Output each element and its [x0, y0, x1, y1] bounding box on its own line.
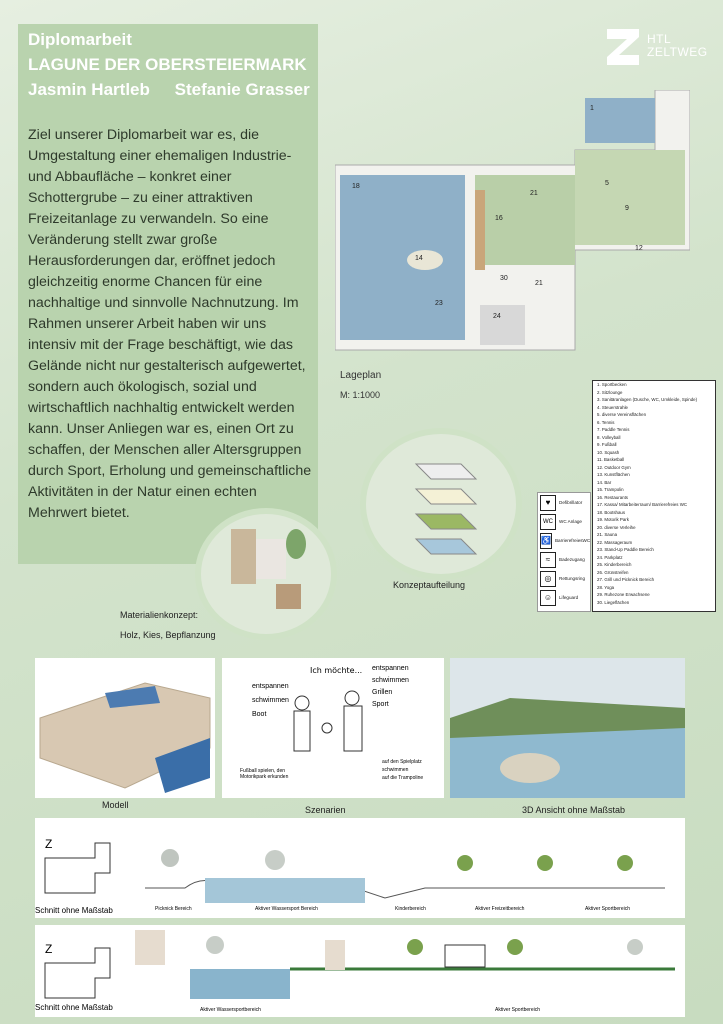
sketch-right-item: entspannen: [372, 665, 409, 672]
logo-z-icon: [605, 25, 643, 69]
plan-number: 21: [530, 190, 538, 197]
section-1-keyplan: [35, 828, 125, 908]
sketch-right-item: Sport: [372, 701, 389, 708]
sketch-bottom-right-item: auf die Trampoline: [382, 775, 424, 781]
section-1-zones: [155, 906, 685, 912]
legend-item: 18. Bootshaus: [597, 509, 626, 515]
authors: [28, 80, 330, 100]
legend-item: 28. Yoga: [597, 584, 615, 590]
zone-label: Aktiver Sportbereich: [495, 1007, 541, 1013]
concept-circle: [360, 428, 522, 580]
icon-legend-row: ♿ BarrierefreiesWC: [538, 531, 590, 550]
legend-item: 15. Trampolin: [597, 487, 624, 492]
sketch-left-item: schwimmen: [252, 697, 289, 704]
render-3d-scene: [450, 658, 685, 798]
sketch-bottom-right-item: auf den Spielplatz: [382, 759, 422, 765]
model-shape: [35, 658, 215, 798]
sketch-center: Ich möchte...: [310, 666, 363, 675]
icon-legend-row: ◎ Rettungsring: [538, 569, 590, 588]
plan-label: Lageplan: [340, 370, 382, 381]
plan-number: 9: [625, 205, 629, 212]
island: [407, 250, 443, 270]
sketch-left-item: entspannen: [252, 683, 289, 690]
lifebuoy-icon: ◎: [540, 571, 556, 587]
legend-item: 16. Restaurants: [597, 494, 628, 500]
legend-item: 27. Grill und Picknick Bereich: [597, 577, 655, 582]
plan-number: 16: [495, 215, 503, 222]
material-label: Materialienkonzept:: [120, 610, 199, 620]
legend-item: 23. Stand-Up Paddle Bereich: [597, 547, 654, 552]
svg-text:Z: Z: [45, 837, 53, 851]
section-2-label: Schnitt ohne Maßstab: [35, 1003, 113, 1012]
legend-item: 1. Sportbecken: [597, 382, 627, 387]
plan-number: 21: [535, 280, 543, 287]
sketch-bottom-right: [382, 758, 423, 782]
legend-item: 24. Parkplatz: [597, 554, 623, 560]
legend-item: 17. Kassa/ Mitarbeiterraum/ Barrierefreies WC: [597, 502, 688, 507]
material-circle: [195, 508, 337, 640]
lifeguard-icon: ☺: [540, 590, 556, 606]
swimmer-icon: ≈: [540, 552, 556, 568]
plan-number: 5: [605, 180, 609, 187]
legend-item: 13. Kunstflächen: [597, 472, 630, 477]
title-line2: LAGUNE DER OBERSTEIERMARK: [28, 55, 307, 74]
legend-item: 12. Outdoor Gym: [597, 464, 631, 470]
htl-logo: [605, 25, 715, 71]
render-3d: [450, 658, 685, 798]
sketch-right-item: Grillen: [372, 689, 393, 696]
model-image: [35, 658, 215, 798]
legend-item: 2. Sitzlounge: [597, 389, 623, 395]
icon-legend-row: WC WC Anlage: [538, 512, 590, 531]
scenario-sketch: [222, 658, 444, 798]
author-2: Stefanie Grasser: [174, 80, 310, 99]
legend-item: 26. Grünstreifen: [597, 569, 629, 575]
parking: [480, 305, 525, 345]
sketch-bottom-left: Fußball spielen, den Motorikpark erkunden: [240, 768, 289, 780]
plan-number: 18: [352, 183, 360, 190]
defibrillator-icon: ♥: [540, 495, 556, 511]
legend-item: 8. Volleyball: [597, 434, 621, 440]
sketch-right-item: schwimmen: [372, 677, 409, 684]
zone-label: Aktiver Wassersportbereich: [200, 1007, 261, 1013]
green-area: [475, 175, 575, 265]
legend-item: 6. Tennis: [597, 419, 615, 425]
plan-number: 24: [493, 313, 501, 320]
legend-item: 11. Basketball: [597, 457, 625, 462]
legend-item: 29. Ruhezone Erwachsene: [597, 592, 650, 597]
zone-label: Aktiver Wassersport Bereich: [255, 906, 318, 912]
konzept-label: Konzeptaufteilung: [393, 580, 466, 590]
logo-line2: ZELTWEG: [647, 45, 708, 59]
legend-item: 4. Steuerstrahle: [597, 404, 628, 410]
caption-szenarien: Szenarien: [305, 805, 346, 815]
legend-item: 22. Massageraum: [597, 539, 633, 545]
section-1-drawing: [125, 818, 685, 908]
plan-scale: M: 1:1000: [340, 390, 381, 400]
wheelchair-icon: ♿: [540, 533, 552, 549]
svg-text:Z: Z: [45, 942, 53, 956]
plan-number: 30: [500, 275, 508, 282]
concept-layers: [366, 434, 516, 574]
legend-item: 25. Kinderbereich: [597, 562, 632, 567]
caption-3d: 3D Ansicht ohne Maßstab: [522, 805, 626, 815]
author-1: Jasmin Hartleb: [28, 80, 150, 99]
zone-label: Picknick Bereich: [155, 906, 192, 912]
icon-legend-row: ☺ Lifeguard: [538, 588, 590, 607]
section-2-drawing: [135, 925, 685, 1005]
site-plan: [335, 90, 690, 360]
legend-item: 21. Sauna: [597, 532, 618, 537]
sketch-bottom-right-item: schwimmen: [382, 767, 409, 773]
numbered-legend: [592, 380, 716, 612]
title-line1: Diplomarbeit: [28, 30, 132, 49]
legend-item: 10. Squash: [597, 449, 620, 455]
icon-legend: [537, 492, 591, 612]
legend-item: 7. Paddle Tennis: [597, 427, 630, 432]
legend-item: 30. Liegeflächen: [597, 599, 630, 605]
section-2-keyplan: [35, 933, 125, 1013]
wc-icon: WC: [540, 514, 556, 530]
zone-label: Aktiver Sportbereich: [585, 906, 631, 912]
legend-item: 5. diverse Vereinsflächen: [597, 412, 647, 417]
icon-legend-row: ≈ Badezugang: [538, 550, 590, 569]
pool-sport: [585, 98, 655, 143]
plan-number: 14: [415, 255, 423, 262]
plan-number: 1: [590, 105, 594, 112]
legend-item: 14. Bar: [597, 479, 612, 485]
lake-main: [340, 175, 465, 340]
body-text: Ziel unserer Diplomarbeit war es, die Umgestaltung einer ehemaligen Industrie- und Abbaufläche – konkret einer Schottergrube – zu einer attraktiven Freizeitanlage zu verwandeln. So eine Veränderung stellt zwar große Herausforderungen dar, eröffnet jedoch gleichzeitig enorme Chancen für eine nachhaltige und sinnvolle Nachnutzung. Im Rahmen unserer Arbeit haben wir uns intensiv mit der Frage beschäftigt, wie das Gelände nicht nur gestalterisch aufgewertet, sondern auch ökologisch, sozial und wirtschaftlich nachhaltig entwickelt werden kann. Unser Anliegen war es, einen Ort zu schaffen, der Menschen aller Altersgruppen durch Sport, Erholung und gemeinschaftliche Aktivitäten in der Natur einen echten Mehrwert bietet.: [28, 127, 312, 521]
section-1-label: Schnitt ohne Maßstab: [35, 906, 113, 915]
plan-number: 12: [635, 245, 643, 252]
sketch-left-item: Boot: [252, 711, 267, 718]
legend-item: 9. Fußball: [597, 442, 617, 447]
logo-line1: HTL: [647, 32, 672, 46]
legend-item: 19. Motorik Park: [597, 517, 629, 522]
plan-number: 23: [435, 300, 443, 307]
zone-label: Aktiver Freizeitbereich: [475, 906, 525, 912]
material-sub: Holz, Kies, Bepflanzung: [120, 630, 216, 640]
caption-modell: Modell: [102, 800, 129, 810]
legend-item: 3. Sanitäranlagen (Dusche, WC, Umkleide, Spinde): [597, 397, 698, 402]
zone-label: Kinderbereich: [395, 906, 426, 912]
icon-legend-row: ♥ Defibrillator: [538, 493, 590, 512]
legend-item: 20. diverse Verleihe: [597, 524, 636, 530]
section-2: [35, 925, 685, 1017]
section-1: [35, 818, 685, 918]
